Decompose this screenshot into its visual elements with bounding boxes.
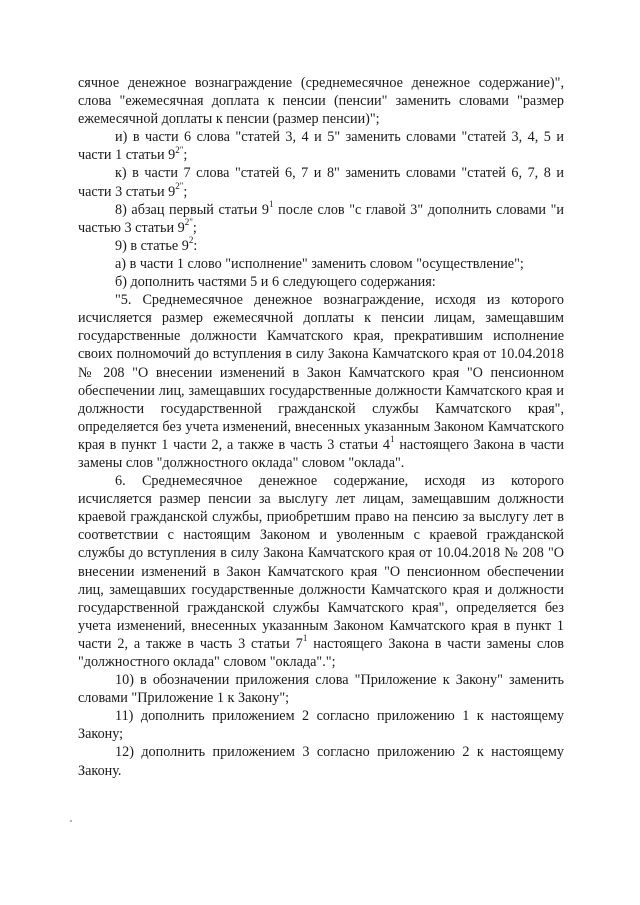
- paragraph-text: после слов "с главой 3" дополнить словами "и частью 3 статьи 9: [78, 201, 564, 236]
- paragraph-text: "5. Среднемесячное денежное вознаграждение, исходя из которого исчисляется размер ежемесячной доплаты к пенсии лицам, замещавшим государственные должности Камчатского края, прекратившим исполнение своих полномочий до вступления в силу Закона Камчатского края от 10.04.2018 № 208 "О внесении изменений в Закон Камчатского края "О пенсионном обеспечении лиц, замещавших государственные должности Камчатского края и должности государственной гражданской службы Камчатского края", определяется без учета изменений, внесенных указанным Законом Камчатского края в пункт 1 части 2, а также в часть 3 статьи 4: [78, 292, 564, 453]
- paragraph-item-b: [78, 273, 564, 291]
- document-text: [78, 74, 564, 780]
- paragraph-text: к) в части 7 слова "статей 6, 7 и 8" заменить словами "статей 6, 7, 8 и части 3 статьи 9: [78, 165, 564, 200]
- paragraph-text: и) в части 6 слова "статей 3, 4 и 5" заменить словами "статей 3, 4, 5 и части 1 статьи 9: [78, 129, 564, 164]
- superscript: 2": [175, 144, 184, 155]
- scan-speck: [70, 820, 72, 822]
- paragraph-text: настоящего Закона в части замены слов "должностного оклада" словом "оклада".";: [78, 635, 564, 670]
- paragraph-text: 6. Среднемесячное денежное содержание, исходя из которого исчисляется размер пенсии за выслугу лет лицам, замещавшим должности краевой гражданской службы, приобретшим право на пенсию за выслугу лет в соответствии с настоящим Законом и уволенным с краевой гражданской службы до вступления в силу Закона Камчатского края от 10.04.2018 № 208 "О внесении изменений в Закон Камчатского края "О пенсионном обеспечении лиц, замещавших государственные должности Камчатского края и должности государственной гражданской службы Камчатского края", определяется без учета изменений, внесенных указанным Законом Камчатского края в пункт 1 части 2, а также в часть 3 статьи 7: [78, 473, 564, 652]
- paragraph-part-5: [78, 291, 564, 472]
- superscript: 1: [302, 633, 308, 644]
- paragraph-item-10: [78, 671, 564, 707]
- superscript: 2: [188, 235, 194, 246]
- paragraph-item-i: [78, 128, 564, 164]
- paragraph-part-6: [78, 472, 564, 671]
- paragraph-text: 12) дополнить приложением 3 согласно приложению 2 к настоящему Закону.: [78, 744, 564, 779]
- paragraph-text: 11) дополнить приложением 2 согласно приложению 1 к настоящему Закону;: [78, 708, 564, 743]
- paragraph-text: ;: [183, 183, 188, 200]
- paragraph-item-9: [78, 237, 564, 255]
- paragraph-text: ;: [192, 219, 197, 236]
- paragraph-text: :: [193, 237, 198, 254]
- superscript: 1: [390, 434, 395, 445]
- paragraph-item-12: [78, 743, 564, 779]
- superscript: 2": [184, 217, 193, 228]
- superscript: 2": [175, 180, 184, 191]
- paragraph-text: 10) в обозначении приложения слова "Приложение к Закону" заменить словами "Приложение 1 к Закону";: [78, 672, 564, 707]
- paragraph-item-11: [78, 707, 564, 743]
- paragraph-item-8: [78, 198, 564, 237]
- paragraph-text: сячное денежное вознаграждение (среднемесячное денежное содержание)", слова "ежемесячная доплата к пенсии (пенсии" заменить словами "размер ежемесячной доплаты к пенсии (размер пенсии)";: [78, 75, 564, 128]
- paragraph-text: а) в части 1 слово "исполнение" заменить словом "осуществление";: [115, 255, 524, 272]
- paragraph-text: ;: [183, 147, 188, 164]
- paragraph-text: 8) абзац первый статьи 9: [115, 201, 270, 218]
- paragraph-item-k: [78, 164, 564, 200]
- paragraph-item-a: [78, 255, 564, 273]
- paragraph-continuation: [78, 74, 564, 128]
- paragraph-text: 9) в статье 9: [115, 237, 189, 254]
- paragraph-text: настоящего Закона в части замены слов "должностного оклада" словом "оклада".: [78, 436, 564, 471]
- superscript: 1: [269, 198, 274, 209]
- paragraph-text: б) дополнить частями 5 и 6 следующего содержания:: [115, 274, 436, 291]
